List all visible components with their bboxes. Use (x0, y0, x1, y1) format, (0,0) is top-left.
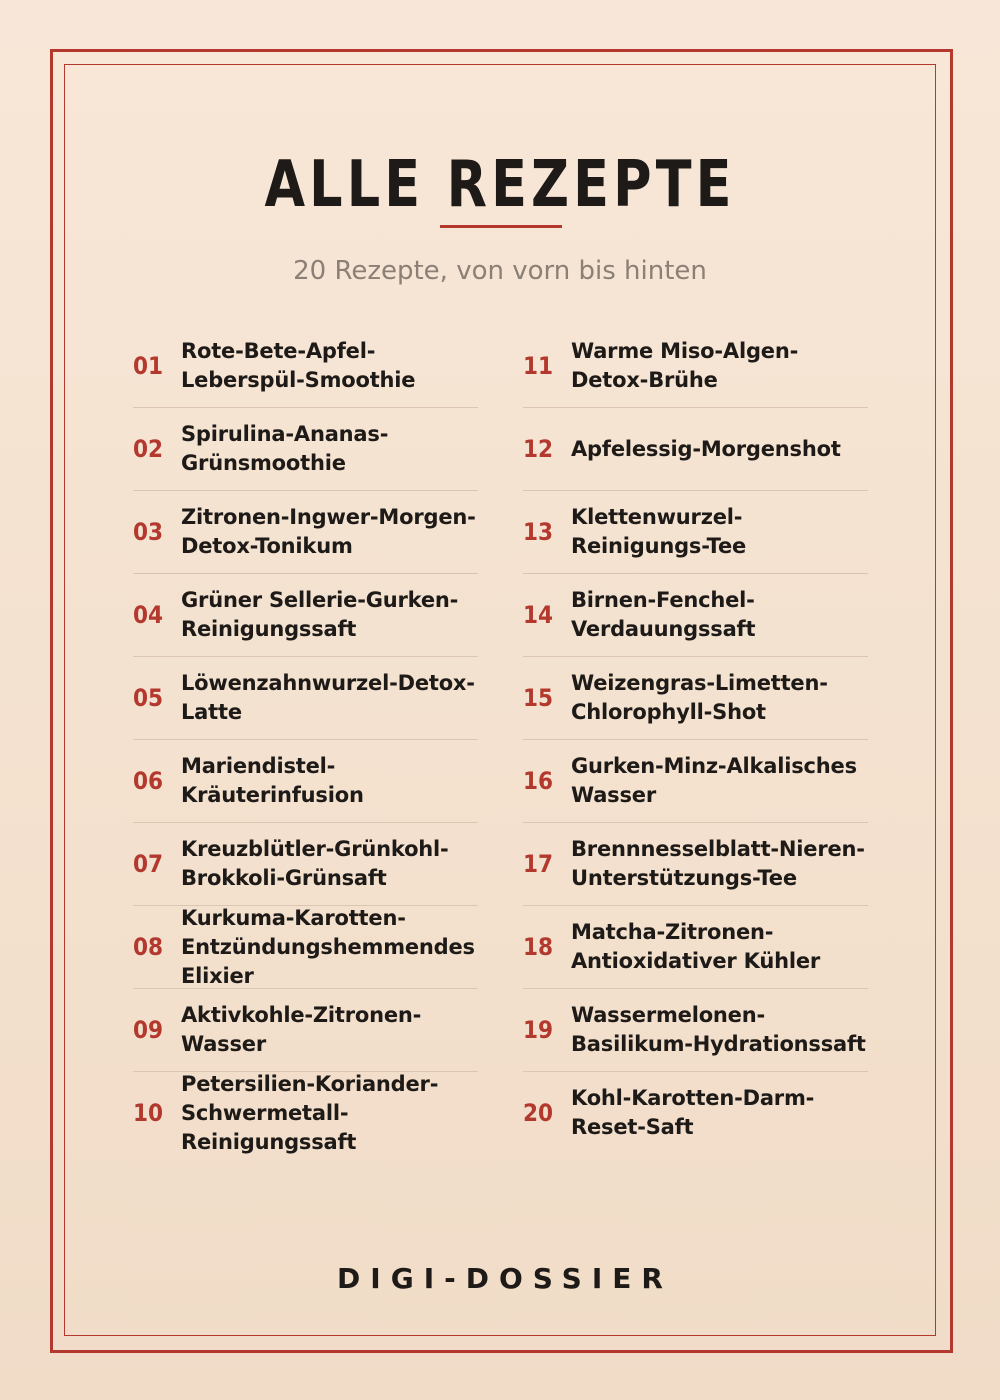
recipe-number: 17 (523, 850, 554, 878)
recipe-name: Apfelessig-Morgenshot (571, 436, 841, 461)
recipe-number: 01 (133, 352, 164, 380)
recipe-name: Kurkuma-Karotten-Entzündungshemmendes Elixier (181, 905, 475, 988)
recipe-number: 18 (523, 933, 554, 961)
recipe-item[interactable] (133, 657, 478, 740)
footer-brand: DIGI-DOSSIER (337, 1262, 673, 1295)
recipe-number: 14 (523, 601, 554, 629)
recipe-item[interactable] (133, 906, 478, 989)
recipe-item[interactable] (523, 408, 868, 491)
recipe-number: 15 (523, 684, 554, 712)
recipe-name: Warme Miso-Algen-Detox-Brühe (571, 339, 799, 392)
recipe-number: 16 (523, 767, 554, 795)
recipe-item[interactable] (133, 574, 478, 657)
recipe-name: Zitronen-Ingwer-Morgen-Detox-Tonikum (181, 505, 476, 558)
recipe-item[interactable] (133, 491, 478, 574)
recipe-item[interactable] (523, 1072, 868, 1155)
recipe-item[interactable] (523, 574, 868, 657)
recipe-item[interactable] (523, 989, 868, 1072)
recipe-name: Kohl-Karotten-Darm-Reset-Saft (571, 1086, 815, 1139)
recipe-number: 04 (133, 601, 164, 629)
page-title: ALLE REZEPTE (264, 148, 736, 222)
recipe-name: Rote-Bete-Apfel-Leberspül-Smoothie (181, 339, 416, 392)
recipe-name: Weizengras-Limetten-Chlorophyll-Shot (571, 671, 828, 724)
recipe-name: Löwenzahnwurzel-Detox-Latte (181, 671, 475, 724)
recipe-number: 09 (133, 1016, 164, 1044)
recipe-number: 08 (133, 933, 164, 961)
recipe-number: 03 (133, 518, 164, 546)
recipe-name: Aktivkohle-Zitronen-Wasser (181, 1003, 422, 1056)
recipe-number: 02 (133, 435, 164, 463)
recipe-item[interactable] (133, 1072, 478, 1155)
recipe-item[interactable] (523, 740, 868, 823)
recipe-name: Brennnesselblatt-Nieren-Unterstützungs-Tee (571, 837, 865, 890)
recipe-name: Matcha-Zitronen-Antioxidativer Kühler (571, 920, 821, 973)
recipe-name: Klettenwurzel-Reinigungs-Tee (571, 505, 747, 558)
title-underline (440, 225, 562, 228)
recipe-item[interactable] (523, 657, 868, 740)
recipe-number: 19 (523, 1016, 554, 1044)
recipe-name: Grüner Sellerie-Gurken-Reinigungssaft (181, 588, 459, 641)
recipe-number: 10 (133, 1099, 164, 1127)
recipe-list-left (133, 325, 478, 1155)
recipe-item[interactable] (523, 823, 868, 906)
recipe-name: Wassermelonen-Basilikum-Hydrationssaft (571, 1003, 866, 1056)
recipe-number: 11 (523, 352, 554, 380)
recipe-number: 13 (523, 518, 554, 546)
recipe-name: Spirulina-Ananas-Grünsmoothie (181, 422, 389, 475)
recipe-item[interactable] (523, 491, 868, 574)
recipe-item[interactable] (133, 823, 478, 906)
recipe-name: Birnen-Fenchel-Verdauungssaft (571, 588, 756, 641)
recipe-name: Petersilien-Koriander-Schwermetall-Reinigungssaft (181, 1071, 439, 1154)
recipe-name: Kreuzblütler-Grünkohl-Brokkoli-Grünsaft (181, 837, 449, 890)
recipe-item[interactable] (133, 740, 478, 823)
recipe-number: 20 (523, 1099, 554, 1127)
recipe-item[interactable] (133, 325, 478, 408)
page-subtitle: 20 Rezepte, von vorn bis hinten (293, 256, 707, 286)
recipe-item[interactable] (133, 408, 478, 491)
recipe-name: Mariendistel-Kräuterinfusion (181, 754, 364, 807)
recipe-name: Gurken-Minz-Alkalisches Wasser (571, 754, 857, 807)
recipe-number: 06 (133, 767, 164, 795)
recipe-item[interactable] (133, 989, 478, 1072)
recipe-item[interactable] (523, 906, 868, 989)
recipe-item[interactable] (523, 325, 868, 408)
recipe-number: 12 (523, 435, 554, 463)
recipe-list-right (523, 325, 868, 1155)
recipe-number: 05 (133, 684, 164, 712)
recipe-number: 07 (133, 850, 164, 878)
